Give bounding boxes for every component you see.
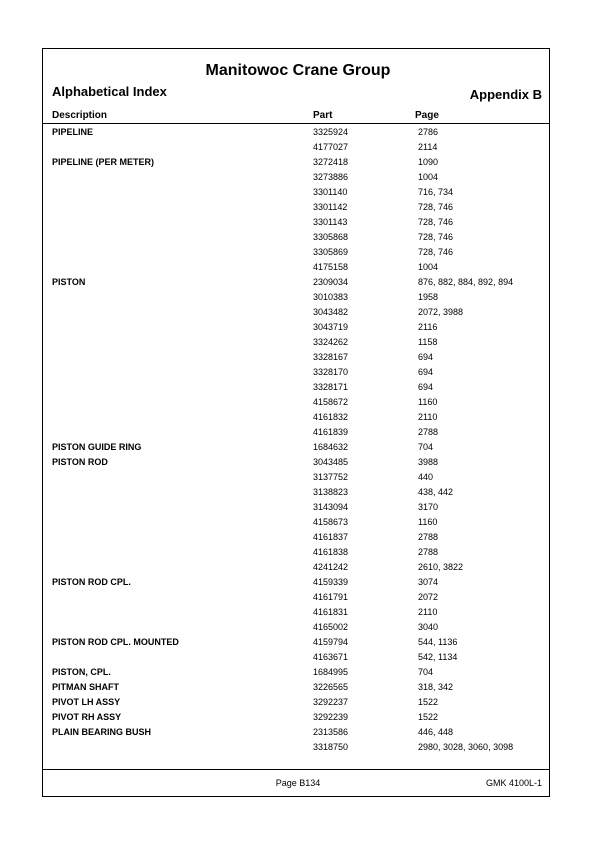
- row-part-number: 3328167: [313, 352, 349, 362]
- table-row: [0, 606, 596, 621]
- table-row: [0, 726, 596, 741]
- row-page-reference: 2114: [418, 142, 438, 152]
- row-page-reference: 694: [418, 367, 434, 377]
- table-row: [0, 321, 596, 336]
- row-page-reference: 2788: [418, 547, 439, 557]
- row-page-reference: 1160: [418, 517, 438, 527]
- row-part-number: 1684632: [313, 442, 349, 452]
- row-part-number: 3325924: [313, 127, 349, 137]
- row-page-reference: 1958: [418, 292, 439, 302]
- table-row: [0, 486, 596, 501]
- table-row: [0, 381, 596, 396]
- table-row: [0, 126, 596, 141]
- row-page-reference: 1522: [418, 712, 439, 722]
- row-part-number: 4165002: [313, 622, 349, 632]
- table-row: [0, 156, 596, 171]
- row-part-number: 3301140: [313, 187, 348, 197]
- row-part-number: 3137752: [313, 472, 349, 482]
- table-row: [0, 621, 596, 636]
- row-part-number: 3043482: [313, 307, 349, 317]
- row-page-reference: 318, 342: [418, 682, 454, 692]
- row-description: PIPELINE: [52, 127, 94, 137]
- row-page-reference: 440: [418, 472, 434, 482]
- row-part-number: 3301142: [313, 202, 348, 212]
- row-page-reference: 728, 746: [418, 202, 454, 212]
- row-page-reference: 694: [418, 382, 434, 392]
- header-rule: [42, 123, 550, 124]
- row-page-reference: 446, 448: [418, 727, 454, 737]
- row-description: PISTON ROD CPL.: [52, 577, 131, 587]
- row-page-reference: 1004: [418, 262, 439, 272]
- row-description: PLAIN BEARING BUSH: [52, 727, 152, 737]
- row-description: PISTON GUIDE RING: [52, 442, 142, 452]
- row-page-reference: 544, 1136: [418, 637, 458, 647]
- row-part-number: 3318750: [313, 742, 349, 752]
- row-part-number: 4159794: [313, 637, 349, 647]
- row-page-reference: 2980, 3028, 3060, 3098: [418, 742, 514, 752]
- row-part-number: 4161838: [313, 547, 349, 557]
- row-part-number: 3324262: [313, 337, 349, 347]
- row-part-number: 4158672: [313, 397, 349, 407]
- table-row: [0, 516, 596, 531]
- table-row: [0, 651, 596, 666]
- row-page-reference: 2110: [418, 412, 438, 422]
- row-part-number: 4158673: [313, 517, 349, 527]
- row-part-number: 4175158: [313, 262, 349, 272]
- row-part-number: 3305869: [313, 247, 349, 257]
- row-description: PITMAN SHAFT: [52, 682, 119, 692]
- row-page-reference: 728, 746: [418, 232, 454, 242]
- row-part-number: 3143094: [313, 502, 349, 512]
- row-page-reference: 2072, 3988: [418, 307, 464, 317]
- table-row: [0, 141, 596, 156]
- table-row: [0, 396, 596, 411]
- row-page-reference: 3170: [418, 502, 439, 512]
- row-page-reference: 3074: [418, 577, 439, 587]
- index-table: [0, 126, 596, 756]
- row-part-number: 4161831: [313, 607, 349, 617]
- row-page-reference: 876, 882, 884, 892, 894: [418, 277, 514, 287]
- table-row: [0, 411, 596, 426]
- table-row: [0, 261, 596, 276]
- table-row: [0, 246, 596, 261]
- table-row: [0, 681, 596, 696]
- row-page-reference: 1004: [418, 172, 439, 182]
- table-row: [0, 471, 596, 486]
- table-row: [0, 336, 596, 351]
- row-part-number: 3226565: [313, 682, 349, 692]
- row-part-number: 3138823: [313, 487, 349, 497]
- row-page-reference: 1158: [418, 337, 438, 347]
- table-row: [0, 426, 596, 441]
- row-part-number: 3328171: [313, 382, 349, 392]
- row-part-number: 3292239: [313, 712, 349, 722]
- table-row: [0, 666, 596, 681]
- table-row: [0, 696, 596, 711]
- table-row: [0, 546, 596, 561]
- row-part-number: 4241242: [313, 562, 349, 572]
- table-row: [0, 441, 596, 456]
- company-title: Manitowoc Crane Group: [205, 62, 391, 79]
- table-row: [0, 186, 596, 201]
- row-page-reference: 1160: [418, 397, 438, 407]
- column-header-description: Description: [52, 110, 108, 121]
- row-part-number: 3010383: [313, 292, 349, 302]
- table-row: [0, 711, 596, 726]
- row-part-number: 4161837: [313, 532, 349, 542]
- row-part-number: 3043485: [313, 457, 349, 467]
- row-description: PIVOT RH ASSY: [52, 712, 122, 722]
- appendix-label: Appendix B: [469, 87, 542, 102]
- column-header-part: Part: [313, 110, 333, 121]
- row-part-number: 4161791: [313, 592, 349, 602]
- table-row: [0, 561, 596, 576]
- footer-model: GMK 4100L-1: [485, 778, 542, 788]
- table-row: [0, 276, 596, 291]
- table-row: [0, 531, 596, 546]
- row-part-number: 2309034: [313, 277, 349, 287]
- table-row: [0, 501, 596, 516]
- row-page-reference: 704: [418, 667, 434, 677]
- row-part-number: 3305868: [313, 232, 349, 242]
- row-page-reference: 2786: [418, 127, 439, 137]
- table-row: [0, 171, 596, 186]
- row-page-reference: 3988: [418, 457, 439, 467]
- row-description: PIPELINE (PER METER): [52, 157, 155, 167]
- table-row: [0, 216, 596, 231]
- table-row: [0, 456, 596, 471]
- row-description: PISTON: [52, 277, 86, 287]
- row-page-reference: 542, 1134: [418, 652, 458, 662]
- row-part-number: 3272418: [313, 157, 349, 167]
- row-page-reference: 2072: [418, 592, 439, 602]
- table-row: [0, 576, 596, 591]
- row-page-reference: 704: [418, 442, 434, 452]
- row-part-number: 4163671: [313, 652, 349, 662]
- row-description: PISTON ROD: [52, 457, 108, 467]
- table-row: [0, 366, 596, 381]
- table-row: [0, 351, 596, 366]
- row-part-number: 3043719: [313, 322, 349, 332]
- row-page-reference: 1090: [418, 157, 439, 167]
- row-page-reference: 2788: [418, 532, 439, 542]
- table-row: [0, 741, 596, 756]
- row-part-number: 4161832: [313, 412, 349, 422]
- row-part-number: 3273886: [313, 172, 349, 182]
- table-row: [0, 291, 596, 306]
- row-page-reference: 694: [418, 352, 434, 362]
- table-row: [0, 636, 596, 651]
- row-page-reference: 2116: [418, 322, 438, 332]
- row-page-reference: 1522: [418, 697, 439, 707]
- index-title: Alphabetical Index: [52, 84, 167, 99]
- row-page-reference: 438, 442: [418, 487, 454, 497]
- row-description: PISTON ROD CPL. MOUNTED: [52, 637, 179, 647]
- table-row: [0, 201, 596, 216]
- row-part-number: 3328170: [313, 367, 349, 377]
- row-page-reference: 3040: [418, 622, 439, 632]
- row-part-number: 3301143: [313, 217, 348, 227]
- row-description: PISTON, CPL.: [52, 667, 111, 677]
- footer-rule: [42, 769, 550, 770]
- table-row: [0, 591, 596, 606]
- row-part-number: 4177027: [313, 142, 349, 152]
- row-page-reference: 728, 746: [418, 217, 454, 227]
- row-page-reference: 728, 746: [418, 247, 454, 257]
- footer-page-number: Page B134: [275, 778, 321, 788]
- column-header-page: Page: [415, 110, 439, 121]
- row-description: PIVOT LH ASSY: [52, 697, 121, 707]
- table-row: [0, 231, 596, 246]
- row-page-reference: 2788: [418, 427, 439, 437]
- row-part-number: 1684995: [313, 667, 349, 677]
- row-page-reference: 2610, 3822: [418, 562, 464, 572]
- row-part-number: 2313586: [313, 727, 349, 737]
- row-part-number: 3292237: [313, 697, 349, 707]
- row-part-number: 4161839: [313, 427, 349, 437]
- table-row: [0, 306, 596, 321]
- row-part-number: 4159339: [313, 577, 349, 587]
- row-page-reference: 2110: [418, 607, 438, 617]
- row-page-reference: 716, 734: [418, 187, 454, 197]
